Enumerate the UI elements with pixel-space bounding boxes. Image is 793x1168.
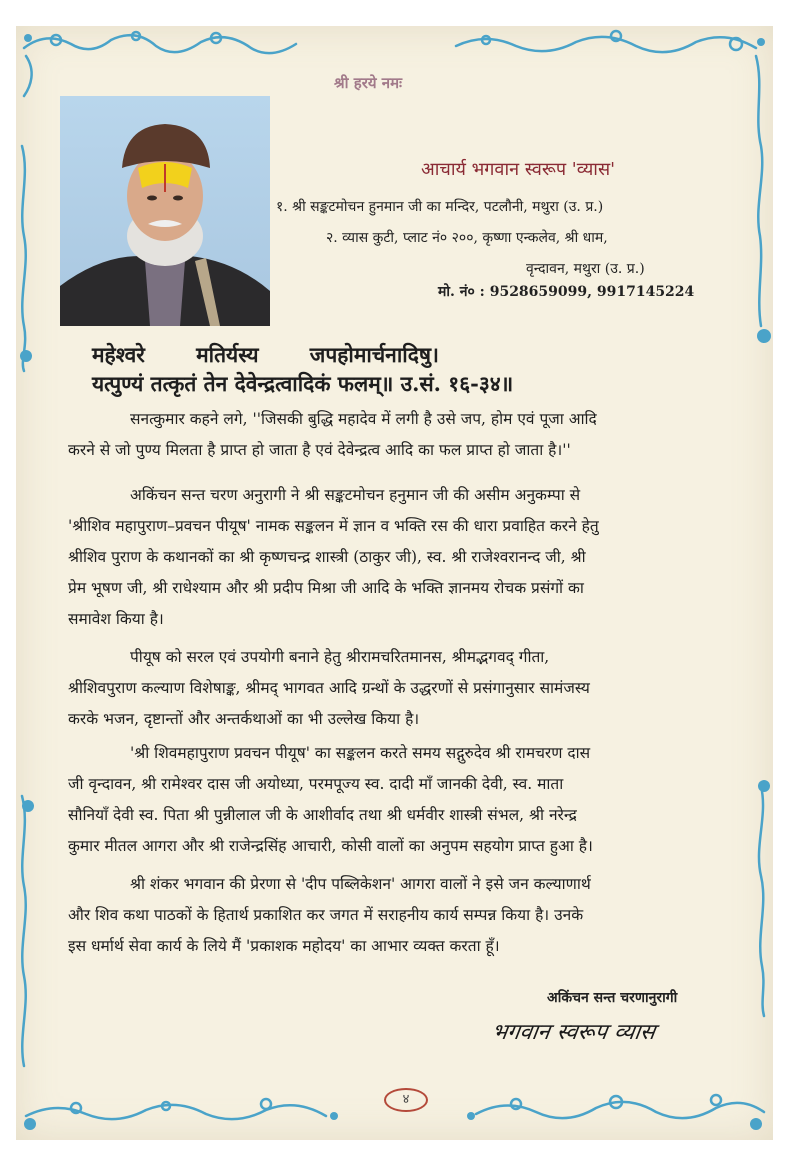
phone-numbers: मो. नं० : 9528659099, 9917145224	[438, 284, 695, 300]
paragraph-line: अकिंचन सन्त चरण अनुरागी ने श्री सङ्कटमोचन हनुमान जी की असीम अनुकम्पा से	[130, 486, 581, 504]
page-sheet	[16, 26, 773, 1140]
paragraph-5	[68, 869, 716, 962]
paragraph-line: 'श्रीशिव महापुराण–प्रवचन पीयूष' नामक सङ्कलन में ज्ञान व भक्ति रस की धारा प्रवाहित करने हेतु	[68, 517, 599, 535]
signoff-text: अकिंचन सन्त चरणानुरागी	[547, 990, 678, 1006]
header-invocation: श्री हरये नमः	[334, 74, 403, 92]
paragraph-3	[68, 642, 716, 735]
paragraph-line: प्रेम भूषण जी, श्री राधेश्याम और श्री प्रदीप मिश्रा जी आदि के भक्ति ज्ञानमय रोचक प्रसंगों का	[68, 579, 584, 597]
shloka-line-1: महेश्वरे मतिर्यस्य जपहोमार्चनादिषु।	[92, 342, 439, 367]
address-line-2: २. व्यास कुटी, प्लाट नं० २००, कृष्णा एन्कलेव, श्री धाम,	[326, 230, 608, 246]
paragraph-line: सनत्कुमार कहने लगे, ''जिसकी बुद्धि महादेव में लगी है उसे जप, होम एवं पूजा आदि	[130, 410, 597, 428]
paragraph-line: जी वृन्दावन, श्री रामेश्वर दास जी अयोध्या, परमपूज्य स्व. दादी माँ जानकी देवी, स्व. माता	[68, 775, 564, 793]
paragraph-2	[68, 480, 716, 635]
author-name: आचार्य भगवान स्वरूप 'व्यास'	[421, 159, 616, 180]
address-line-1: १. श्री सङ्कटमोचन हुनमान जी का मन्दिर, पटलौनी, मथुरा (उ. प्र.)	[276, 199, 604, 215]
paragraph-line: करके भजन, दृष्टान्तों और अन्तर्कथाओं का भी उल्लेख किया है।	[68, 710, 420, 728]
paragraph-line: और शिव कथा पाठकों के हितार्थ प्रकाशित कर जगत में सराहनीय कार्य सम्पन्न किया है। उनके	[68, 906, 584, 924]
paragraph-1	[68, 404, 716, 466]
paragraph-line: श्रीशिव पुराण के कथानकों का श्री कृष्णचन्द्र शास्त्री (ठाकुर जी), स्व. श्री राजेश्वरानन्द जी, श्री	[68, 548, 586, 566]
paragraph-line: श्री शंकर भगवान की प्रेरणा से 'दीप पब्लिकेशन' आगरा वालों ने इसे जन कल्याणार्थ	[130, 875, 591, 893]
handwritten-signature: भगवान स्वरूप व्यास	[490, 1020, 657, 1045]
author-portrait	[60, 96, 270, 326]
paragraph-line: श्रीशिवपुराण कल्याण विशेषाङ्क, श्रीमद् भागवत आदि ग्रन्थों के उद्धरणों से प्रसंगानुसार सामंजस्य	[68, 679, 590, 697]
paragraph-line: इस धर्मार्थ सेवा कार्य के लिये मैं 'प्रकाशक महोदय' का आभार व्यक्त करता हूँ।	[68, 937, 500, 955]
paragraph-line: करने से जो पुण्य मिलता है प्राप्त हो जाता है एवं देवेन्द्रत्व आदि का फल प्राप्त हो जाता है।''	[68, 441, 571, 459]
shloka-line-2: यत्पुण्यं तत्कृतं तेन देवेन्द्रत्वादिकं फलम्॥ उ.सं. १६-३४॥	[92, 371, 514, 396]
paragraph-line: कुमार मीतल आगरा और श्री राजेन्द्रसिंह आचारी, कोसी वालों का अनुपम सहयोग प्राप्त हुआ है।	[68, 837, 593, 855]
paragraph-line: सौनियाँ देवी स्व. पिता श्री पुन्नीलाल जी के आशीर्वाद तथा श्री धर्मवीर शास्त्री संभल, श्री नरेन्द्र	[68, 806, 577, 824]
address-line-3: वृन्दावन, मथुरा (उ. प्र.)	[526, 261, 645, 277]
paragraph-4	[68, 738, 716, 862]
paragraph-line: पीयूष को सरल एवं उपयोगी बनाने हेतु श्रीरामचरितमानस, श्रीमद्भगवद् गीता,	[130, 648, 550, 666]
paragraph-line: 'श्री शिवमहापुराण प्रवचन पीयूष' का सङ्कलन करते समय सद्गुरुदेव श्री रामचरण दास	[130, 744, 591, 762]
paragraph-line: समावेश किया है।	[68, 610, 164, 628]
page-number: ४	[384, 1088, 428, 1112]
